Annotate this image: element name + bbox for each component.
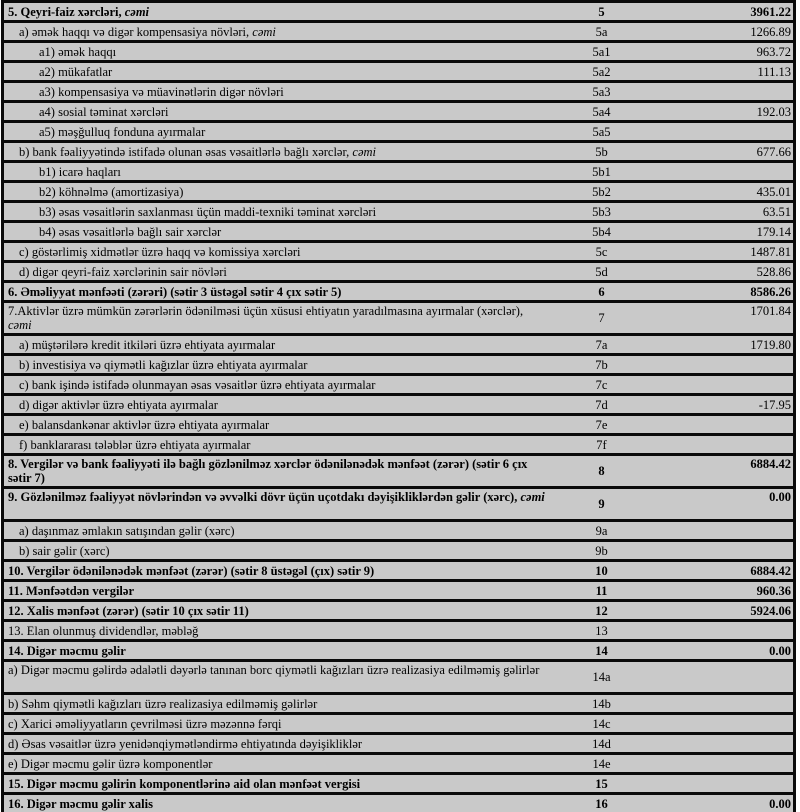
- row-label: [3, 375, 550, 395]
- table-row: [3, 521, 795, 541]
- table-row: [3, 415, 795, 435]
- row-label: [3, 455, 550, 488]
- row-label: [3, 62, 550, 82]
- row-code: 7f: [550, 435, 654, 455]
- row-label-text: 12. Xalis mənfəət (zərər) (sətir 10 çıx sətir 11): [8, 603, 249, 618]
- row-value: 960.36: [654, 581, 795, 601]
- row-value: 5924.06: [654, 601, 795, 621]
- row-label: [3, 2, 550, 22]
- row-label-italic-text: cəmi: [352, 144, 377, 159]
- row-label: [3, 282, 550, 302]
- row-code: 13: [550, 621, 654, 641]
- row-code: 9b: [550, 541, 654, 561]
- row-value: [654, 694, 795, 714]
- row-code: 5a1: [550, 42, 654, 62]
- row-label: [3, 621, 550, 641]
- row-label: [3, 488, 550, 521]
- row-label-text: f) banklararası tələblər üzrə ehtiyata ayırmalar: [19, 437, 251, 452]
- row-code: 7c: [550, 375, 654, 395]
- row-label: [3, 302, 550, 335]
- table-row: [3, 561, 795, 581]
- row-label-text: c) göstərlimiş xidmətlər üzrə haqq və komissiya xərcləri: [19, 244, 301, 259]
- table-row: [3, 282, 795, 302]
- table-row: [3, 102, 795, 122]
- row-label: [3, 355, 550, 375]
- table-row: [3, 694, 795, 714]
- table-row: [3, 142, 795, 162]
- row-code: 5a5: [550, 122, 654, 142]
- row-value: 0.00: [654, 641, 795, 661]
- row-label-text: a5) məşğulluq fonduna ayırmalar: [39, 124, 206, 139]
- row-code: 5b: [550, 142, 654, 162]
- row-label-text: b2) köhnəlmə (amortizasiya): [39, 184, 184, 199]
- row-value: [654, 435, 795, 455]
- table-row: [3, 162, 795, 182]
- row-value: 528.86: [654, 262, 795, 282]
- row-label-text: 8. Vergilər və bank fəaliyyəti ilə bağlı gözlənilməz xərclər ödənilənədək mənfəət (zərər) (sətir 6 çıx sətir 7): [8, 457, 528, 485]
- row-label-text: c) bank işində istifadə olunmayan əsas vəsaitlər üzrə ehtiyata ayırmalar: [19, 377, 376, 392]
- row-code: 5b1: [550, 162, 654, 182]
- row-label: [3, 714, 550, 734]
- row-label: [3, 162, 550, 182]
- row-code: 5: [550, 2, 654, 22]
- row-label: [3, 415, 550, 435]
- row-code: 7e: [550, 415, 654, 435]
- table-row: [3, 42, 795, 62]
- row-label: [3, 561, 550, 581]
- row-label-text: b) investisiya və qiymətli kağızlar üzrə ehtiyata ayırmalar: [19, 357, 308, 372]
- row-label-text: c) Xarici əməliyyatların çevrilməsi üzrə məzənnə fərqi: [8, 716, 282, 731]
- row-label-text: a) əmək haqqı və digər kompensasiya növləri,: [19, 24, 253, 39]
- row-label-text: a2) mükafatlar: [39, 64, 113, 79]
- table-row: [3, 2, 795, 22]
- row-code: 5a4: [550, 102, 654, 122]
- row-label: [3, 42, 550, 62]
- row-label: [3, 82, 550, 102]
- row-code: 14b: [550, 694, 654, 714]
- row-value: 1719.80: [654, 335, 795, 355]
- row-label-text: a3) kompensasiya və müavinətlərin digər növləri: [39, 84, 284, 99]
- row-label-text: a1) əmək haqqı: [39, 44, 117, 59]
- row-label-text: 6. Əməliyyat mənfəəti (zərəri) (sətir 3 üstəgəl sətir 4 çıx sətir 5): [8, 284, 342, 299]
- row-value: 0.00: [654, 488, 795, 521]
- row-code: 9: [550, 488, 654, 521]
- table-row: [3, 601, 795, 621]
- row-label: [3, 202, 550, 222]
- row-value: 6884.42: [654, 561, 795, 581]
- table-row: [3, 455, 795, 488]
- row-code: 8: [550, 455, 654, 488]
- row-label: [3, 435, 550, 455]
- row-code: 15: [550, 774, 654, 794]
- row-value: [654, 355, 795, 375]
- row-value: [654, 415, 795, 435]
- row-value: [654, 122, 795, 142]
- row-label-text: b3) əsas vəsaitlərin saxlanması üçün maddi-texniki təminat xərcləri: [39, 204, 377, 219]
- row-label-italic-text: cəmi: [252, 24, 276, 39]
- row-label: [3, 335, 550, 355]
- row-label-text: a) daşınmaz əmlakın satışından gəlir (xərc): [19, 523, 235, 538]
- row-label-text: b) sair gəlir (xərc): [19, 543, 110, 558]
- table-body: [3, 2, 795, 812]
- row-code: 11: [550, 581, 654, 601]
- row-label-text: a) müştərilərə kredit itkiləri üzrə ehtiyata ayırmalar: [19, 337, 276, 352]
- row-value: -17.95: [654, 395, 795, 415]
- row-label-text: e) Digər məcmu gəlir üzrə komponentlər: [8, 756, 213, 771]
- row-code: 12: [550, 601, 654, 621]
- row-label-italic-text: cəmi: [520, 490, 545, 504]
- row-code: 14c: [550, 714, 654, 734]
- row-value: 3961.22: [654, 2, 795, 22]
- table-row: [3, 302, 795, 335]
- row-label-text: b) Səhm qiymətli kağızları üzrə realizasiya edilməmiş gəlirlər: [8, 696, 318, 711]
- row-value: 1487.81: [654, 242, 795, 262]
- row-code: 5a3: [550, 82, 654, 102]
- row-label: [3, 222, 550, 242]
- row-code: 5a: [550, 22, 654, 42]
- row-value: [654, 82, 795, 102]
- row-label: [3, 395, 550, 415]
- table-row: [3, 621, 795, 641]
- row-label: [3, 521, 550, 541]
- row-label: [3, 661, 550, 694]
- table-row: [3, 62, 795, 82]
- row-value: 111.13: [654, 62, 795, 82]
- row-label: [3, 541, 550, 561]
- table-row: [3, 541, 795, 561]
- table-row: [3, 335, 795, 355]
- row-label: [3, 754, 550, 774]
- row-code: 5d: [550, 262, 654, 282]
- row-label-text: 16. Digər məcmu gəlir xalis: [8, 796, 153, 811]
- row-value: 63.51: [654, 202, 795, 222]
- row-value: 0.00: [654, 794, 795, 812]
- row-label: [3, 22, 550, 42]
- table-row: [3, 375, 795, 395]
- row-value: [654, 375, 795, 395]
- row-label-text: 9. Gözlənilməz fəaliyyət növlərindən və əvvəlki dövr üçün uçotdakı dəyişikliklərdən gəlir (xərc),: [8, 490, 521, 504]
- table-row: [3, 202, 795, 222]
- row-label-text: d) Əsas vəsaitlər üzrə yenidənqiymətləndirmə ehtiyatında dəyişikliklər: [8, 736, 363, 751]
- row-label: [3, 641, 550, 661]
- row-value: 1266.89: [654, 22, 795, 42]
- income-statement-table: [1, 0, 796, 812]
- row-label-text: 10. Vergilər ödənilənədək mənfəət (zərər) (sətir 8 üstəgəl (çıx) sətir 9): [8, 563, 375, 578]
- row-value: 192.03: [654, 102, 795, 122]
- table-row: [3, 488, 795, 521]
- row-code: 9a: [550, 521, 654, 541]
- row-value: 1701.84: [654, 302, 795, 335]
- row-code: 7a: [550, 335, 654, 355]
- table-row: [3, 794, 795, 812]
- row-code: 5b4: [550, 222, 654, 242]
- row-label: [3, 734, 550, 754]
- row-label: [3, 102, 550, 122]
- row-label-text: 14. Digər məcmu gəlir: [8, 643, 126, 658]
- row-label: [3, 242, 550, 262]
- row-label-text: b) bank fəaliyyətində istifadə olunan əsas vəsaitlərlə bağlı xərclər,: [19, 144, 353, 159]
- row-label: [3, 182, 550, 202]
- row-label-text: d) digər aktivlər üzrə ehtiyata ayırmalar: [19, 397, 218, 412]
- table-row: [3, 222, 795, 242]
- row-label-italic-text: cəmi: [8, 318, 32, 332]
- row-label-text: e) balansdankənar aktivlər üzrə ehtiyata ayırmalar: [19, 417, 270, 432]
- table-row: [3, 581, 795, 601]
- row-value: [654, 754, 795, 774]
- row-value: [654, 521, 795, 541]
- row-label-text: a4) sosial təminat xərcləri: [39, 104, 169, 119]
- row-label-italic-text: cəmi: [124, 4, 150, 19]
- table-row: [3, 122, 795, 142]
- row-label: [3, 694, 550, 714]
- row-code: 16: [550, 794, 654, 812]
- row-label-text: 7.Aktivlər üzrə mümkün zərərlərin ödənilməsi üçün xüsusi ehtiyatın yaradılmasına ayırmalar (xərclər),: [8, 304, 524, 318]
- row-code: 5b3: [550, 202, 654, 222]
- row-code: 7b: [550, 355, 654, 375]
- row-label: [3, 262, 550, 282]
- row-value: 179.14: [654, 222, 795, 242]
- row-code: 6: [550, 282, 654, 302]
- row-code: 14: [550, 641, 654, 661]
- table-row: [3, 734, 795, 754]
- row-value: 6884.42: [654, 455, 795, 488]
- table-row: [3, 714, 795, 734]
- row-label: [3, 774, 550, 794]
- row-value: 8586.26: [654, 282, 795, 302]
- row-label-text: b1) icarə haqları: [39, 164, 121, 179]
- row-label: [3, 794, 550, 812]
- row-value: [654, 541, 795, 561]
- row-value: [654, 661, 795, 694]
- row-label-text: a) Digər məcmu gəlirdə ədalətli dəyərlə tanınan borc qiymətli kağızları üzrə realizasiya edilməmiş gəlirlər: [8, 663, 540, 677]
- row-label-text: b4) əsas vəsaitlərlə bağlı sair xərclər: [39, 224, 222, 239]
- table-row: [3, 395, 795, 415]
- row-label: [3, 581, 550, 601]
- row-value: [654, 621, 795, 641]
- row-label-text: d) digər qeyri-faiz xərclərinin sair növləri: [19, 264, 227, 279]
- row-code: 14a: [550, 661, 654, 694]
- table-row: [3, 262, 795, 282]
- table-row: [3, 182, 795, 202]
- row-value: [654, 734, 795, 754]
- table-row: [3, 641, 795, 661]
- row-code: 14d: [550, 734, 654, 754]
- row-code: 10: [550, 561, 654, 581]
- table-row: [3, 774, 795, 794]
- row-label-text: 5. Qeyri-faiz xərcləri,: [8, 4, 125, 19]
- row-label: [3, 142, 550, 162]
- row-value: [654, 714, 795, 734]
- row-label-text: 13. Elan olunmuş dividendlər, məbləğ: [8, 623, 199, 638]
- row-code: 7d: [550, 395, 654, 415]
- table-row: [3, 22, 795, 42]
- row-code: 5c: [550, 242, 654, 262]
- table-row: [3, 355, 795, 375]
- row-label-text: 11. Mənfəətdən vergilər: [8, 583, 134, 598]
- table-row: [3, 661, 795, 694]
- row-code: 14e: [550, 754, 654, 774]
- row-code: 7: [550, 302, 654, 335]
- row-code: 5a2: [550, 62, 654, 82]
- table-row: [3, 754, 795, 774]
- table-row: [3, 242, 795, 262]
- row-value: 677.66: [654, 142, 795, 162]
- row-label-text: 15. Digər məcmu gəlirin komponentlərinə aid olan mənfəət vergisi: [8, 776, 361, 791]
- row-value: [654, 774, 795, 794]
- table-row: [3, 82, 795, 102]
- row-label: [3, 122, 550, 142]
- row-value: 435.01: [654, 182, 795, 202]
- row-value: 963.72: [654, 42, 795, 62]
- row-label: [3, 601, 550, 621]
- row-value: [654, 162, 795, 182]
- row-code: 5b2: [550, 182, 654, 202]
- table-row: [3, 435, 795, 455]
